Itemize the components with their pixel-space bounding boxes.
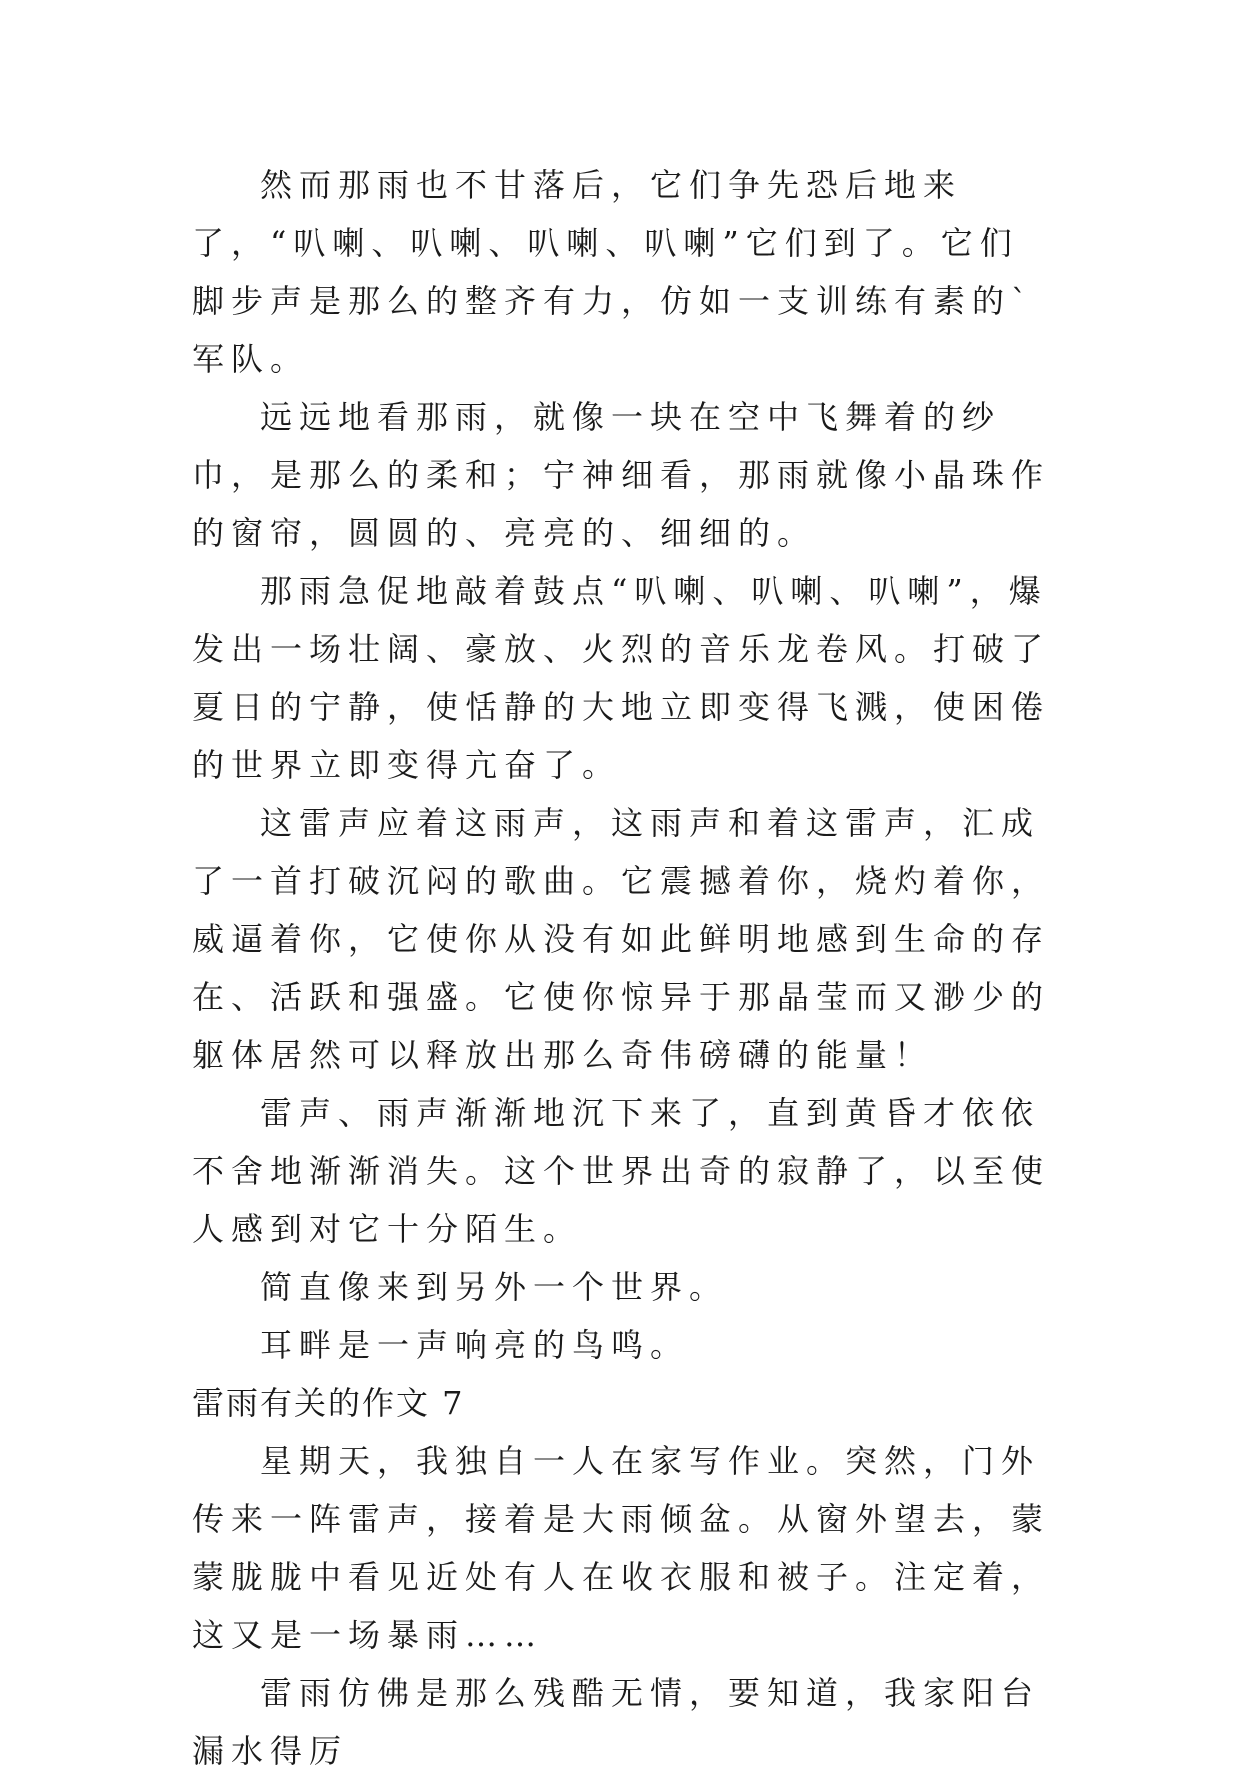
paragraph: 雷雨仿佛是那么残酷无情，要知道，我家阳台漏水得厉 <box>192 1674 1041 1770</box>
paragraph: 这雷声应着这雨声，这雨声和着这雷声，汇成了一首打破沉闷的歌曲。它震撼着你，烧灼着你，威逼着你，它使你从没有如此鲜明地感到生命的存在、活跃和强盛。它使你惊异于那晶莹而又渺少的躯体居然可以释放出那么奇伟磅礴的能量！ <box>192 804 1051 1074</box>
paragraph: 简直像来到另外一个世界。 <box>260 1268 729 1306</box>
section-heading: 雷雨有关的作文 7 <box>192 1384 465 1422</box>
paragraph: 远远地看那雨，就像一块在空中飞舞着的纱巾，是那么的柔和；宁神细看，那雨就像小晶珠作的窗帘，圆圆的、亮亮的、细细的。 <box>192 398 1051 552</box>
paragraph: 然而那雨也不甘落后，它们争先恐后地来了，“叭喇、叭喇、叭喇、叭喇”它们到了。它们脚步声是那么的整齐有力，仿如一支训练有素的`军队。 <box>192 166 1035 378</box>
paragraph: 雷声、雨声渐渐地沉下来了，直到黄昏才依依不舍地渐渐消失。这个世界出奇的寂静了，以至使人感到对它十分陌生。 <box>192 1094 1051 1248</box>
document-page <box>192 156 1052 1780</box>
paragraph: 那雨急促地敲着鼓点“叭喇、叭喇、叭喇”，爆发出一场壮阔、豪放、火烈的音乐龙卷风。打破了夏日的宁静，使恬静的大地立即变得飞溅，使困倦的世界立即变得亢奋了。 <box>192 572 1051 784</box>
paragraph: 耳畔是一声响亮的鸟鸣。 <box>260 1326 690 1364</box>
paragraph: 星期天，我独自一人在家写作业。突然，门外传来一阵雷声，接着是大雨倾盆。从窗外望去，蒙蒙胧胧中看见近处有人在收衣服和被子。注定着，这又是一场暴雨…… <box>192 1442 1051 1654</box>
